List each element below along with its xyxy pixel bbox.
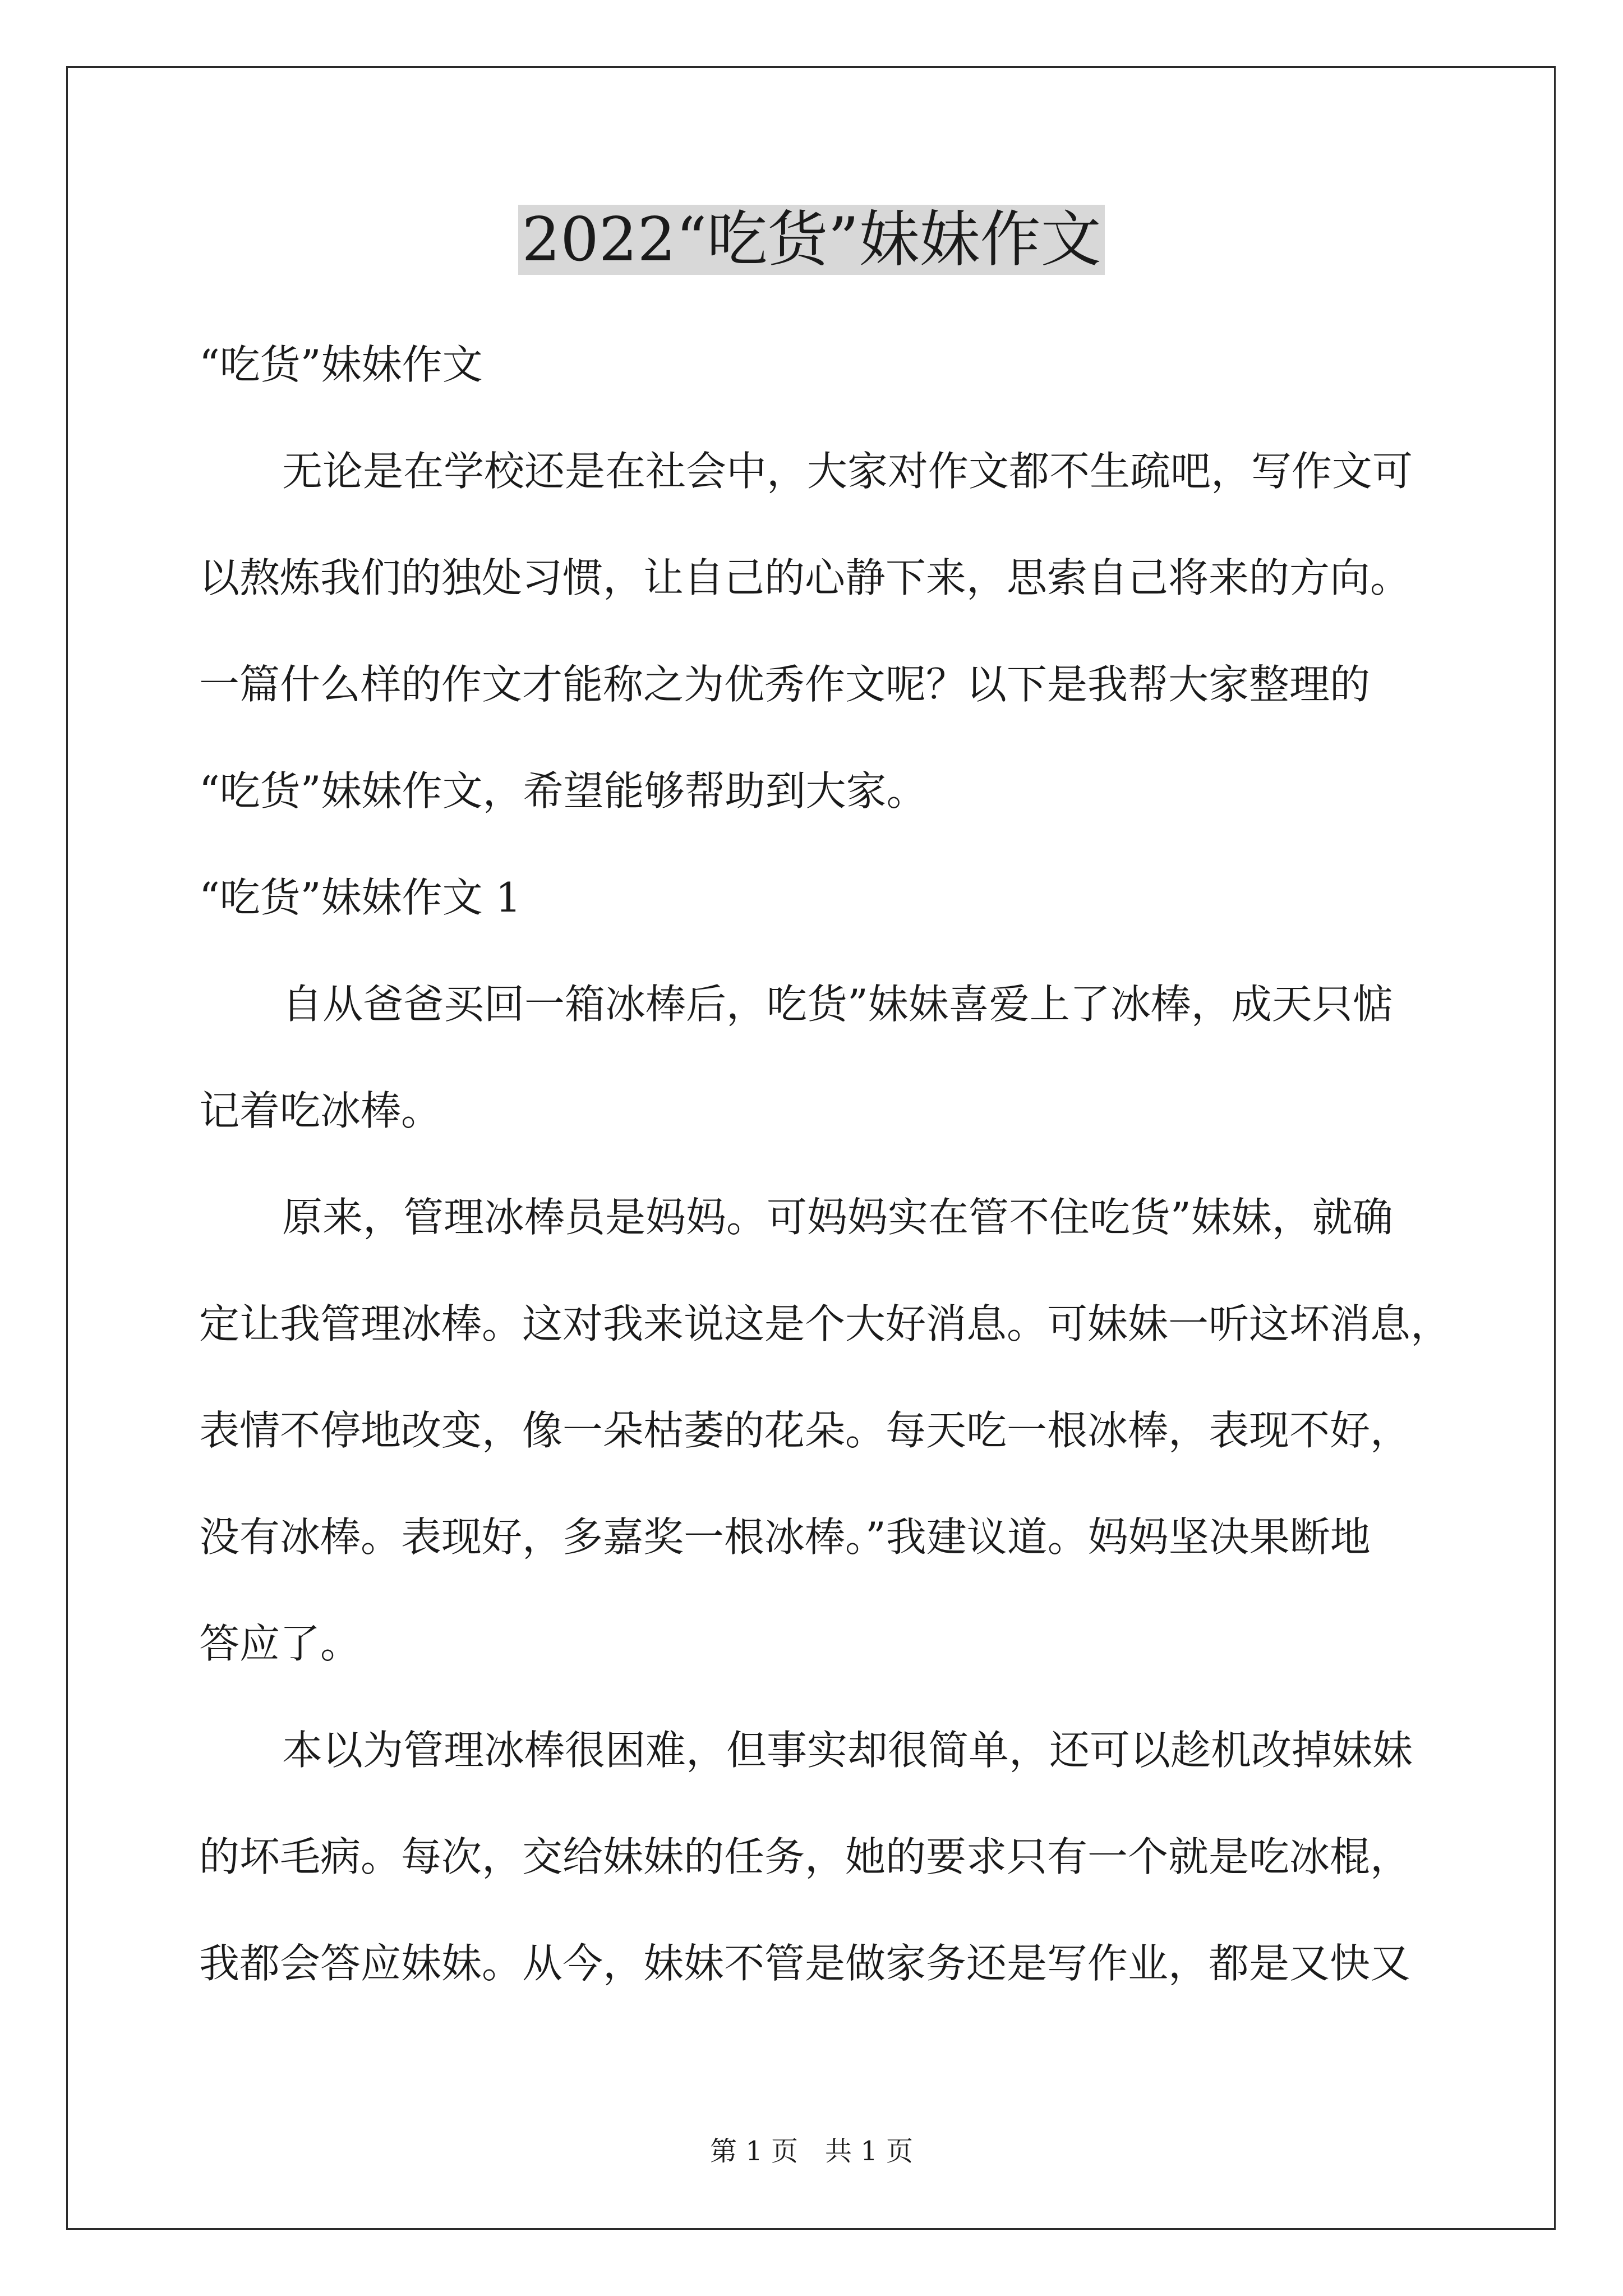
text-line: 我都会答应妹妹。从今，妹妹不管是做家务还是写作业，都是又快又 [199, 1940, 1411, 1987]
text-line: 无论是在学校还是在社会中，大家对作文都不生疏吧，写作文可 [282, 448, 1413, 495]
text-line: 自从爸爸买回一箱冰棒后，吃货”妹妹喜爱上了冰棒，成天只惦 [282, 981, 1393, 1028]
text-line: “吃货”妹妹作文，希望能够帮助到大家。 [199, 767, 927, 815]
text-line: 的坏毛病。每次，交给妹妹的任务，她的要求只有一个就是吃冰棍， [199, 1833, 1411, 1880]
document-body [199, 311, 1451, 2017]
text-line: “吃货”妹妹作文 1 [199, 874, 522, 921]
text-line: 记着吃冰棒。 [199, 1087, 442, 1134]
text-line: 一篇什么样的作文才能称之为优秀作文呢？以下是我帮大家整理的 [199, 661, 1371, 708]
text-line: 答应了。 [199, 1620, 361, 1667]
text-line: 表情不停地改变，像一朵枯萎的花朵。每天吃一根冰棒，表现不好， [199, 1407, 1411, 1454]
text-line: 原来，管理冰棒员是妈妈。可妈妈实在管不住吃货”妹妹，就确 [282, 1194, 1393, 1241]
document-title [0, 201, 1623, 279]
page-footer: 第 1 页 共 1 页 [709, 2136, 914, 2167]
text-line: 定让我管理冰棒。这对我来说这是个大好消息。可妹妹一听这坏消息， [199, 1300, 1451, 1347]
text-line: 没有冰棒。表现好，多嘉奖一根冰棒。”我建议道。妈妈坚决果断地 [199, 1513, 1371, 1561]
text-line: 本以为管理冰棒很困难，但事实却很简单，还可以趁机改掉妹妹 [282, 1727, 1413, 1774]
document-title-text: 2022“吃货”妹妹作文 [518, 205, 1104, 275]
text-line: “吃货”妹妹作文 [199, 341, 483, 388]
text-line: 以熬炼我们的独处习惯，让自己的心静下来，思索自己将来的方向。 [199, 554, 1411, 601]
